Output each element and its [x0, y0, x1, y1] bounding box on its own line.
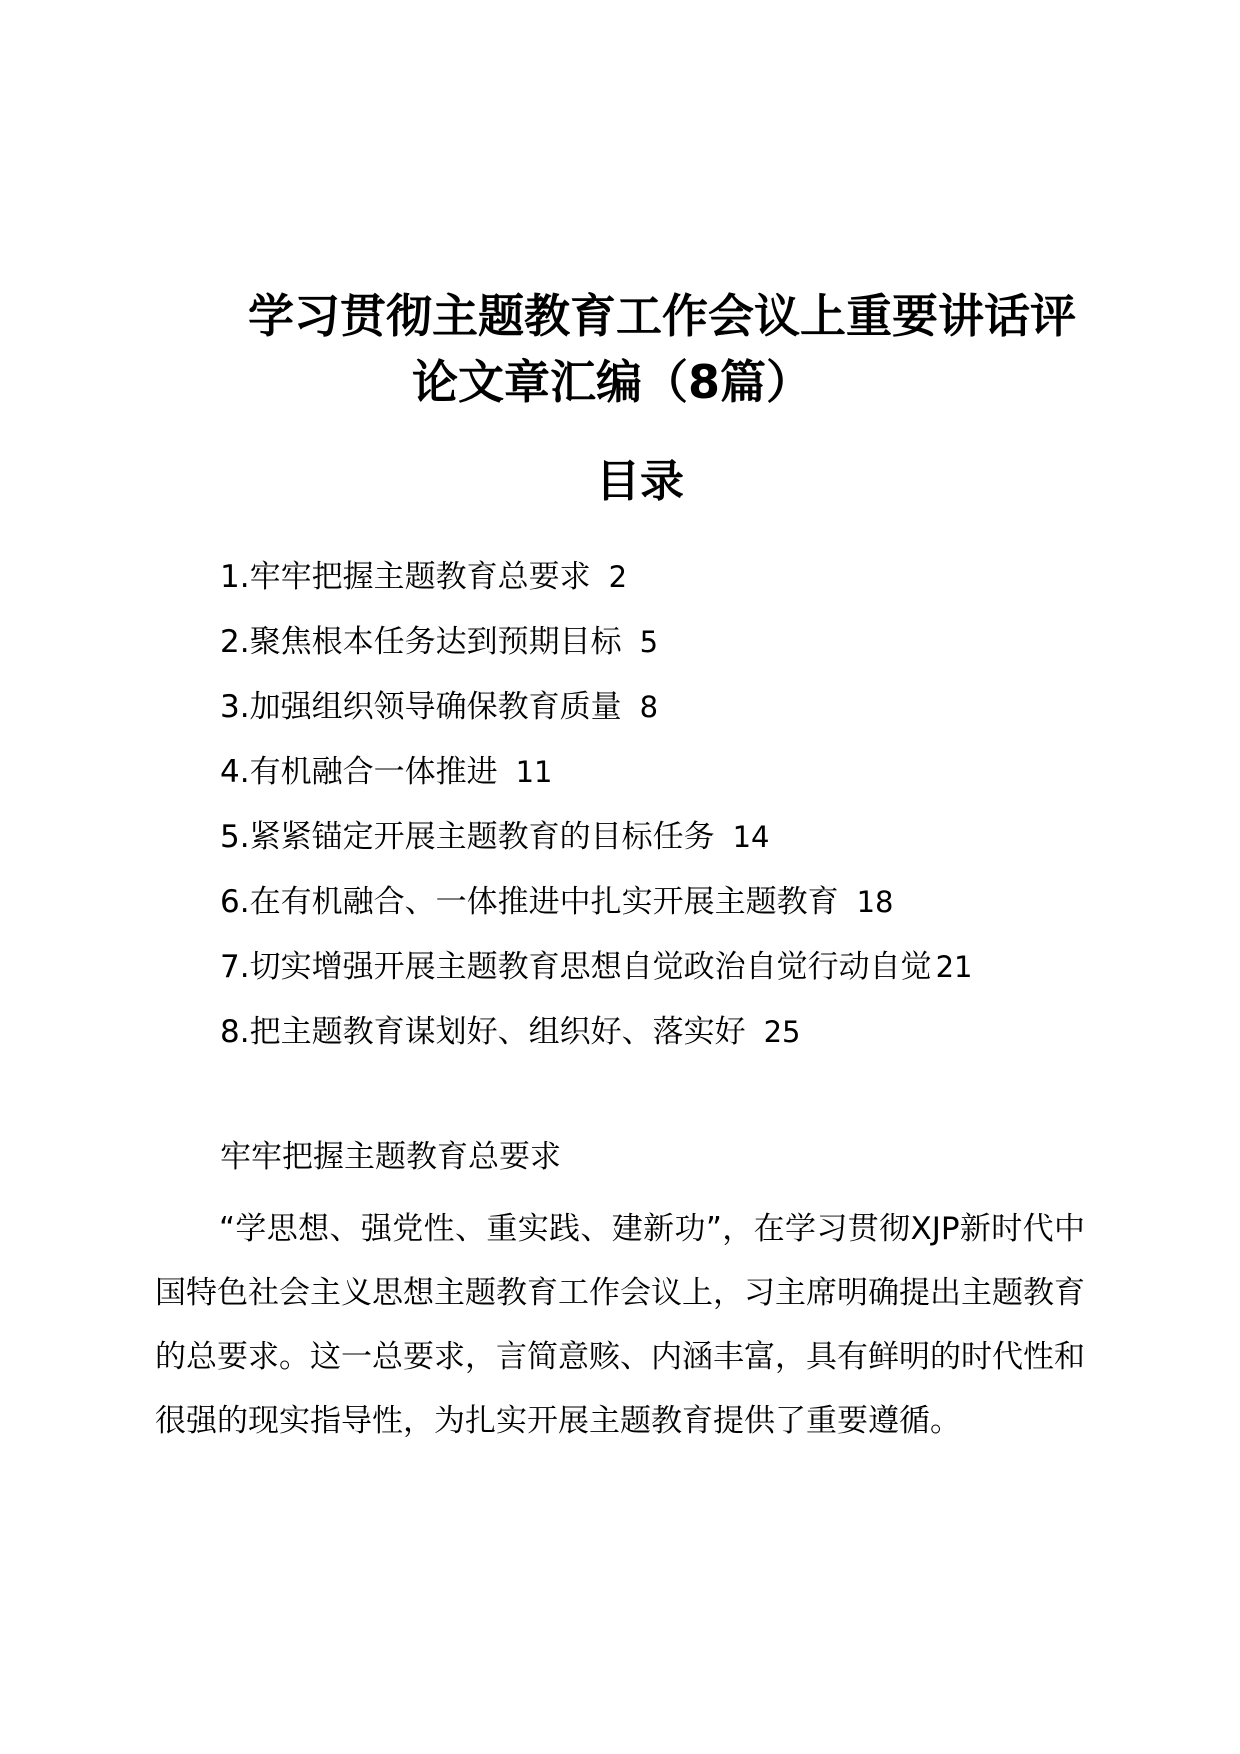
toc-item-title: 在有机融合、一体推进中扎实开展主题教育: [249, 884, 839, 920]
toc-item-page: 11: [515, 755, 553, 789]
toc-item-number: 3.: [220, 689, 250, 725]
toc-item-number: 2.: [220, 624, 250, 660]
toc-item-8: [220, 1008, 1120, 1073]
body-paragraph: “学思想、强党性、重实践、建新功”，在学习贯彻XJP新时代中国特色社会主义思想主题教育工作会议上，习主席明确提出主题教育的总要求。这一总要求，言简意赅、内涵丰富，具有鲜明的时代性和很强的现实指导性，为扎实开展主题教育提供了重要遵循。: [155, 1211, 1085, 1439]
toc-item-6: [220, 878, 1120, 943]
toc-item-page: 18: [856, 885, 894, 919]
toc-item-7: [220, 943, 1120, 1008]
section-heading: 牢牢把握主题教育总要求: [220, 1139, 561, 1175]
toc-item-title: 把主题教育谋划好、组织好、落实好: [249, 1014, 746, 1050]
toc-item-number: 5.: [220, 819, 250, 855]
document-title-line-1: 学习贯彻主题教育工作会议上重要讲话评: [248, 289, 1076, 343]
toc-item-2: [220, 618, 1120, 683]
toc-item-title: 有机融合一体推进: [249, 754, 498, 790]
toc-item-page: 2: [608, 560, 628, 594]
toc-item-3: [220, 683, 1120, 748]
toc-item-title: 聚焦根本任务达到预期目标: [249, 624, 622, 660]
document-title-line-2: 论文章汇编（8篇）: [412, 355, 813, 409]
toc-item-page: 5: [639, 625, 659, 659]
toc-item-4: [220, 748, 1120, 813]
toc-heading: 目录: [596, 456, 684, 507]
toc-item-title: 切实增强开展主题教育思想自觉政治自觉行动自觉: [249, 949, 932, 985]
document-title: [150, 283, 1150, 415]
toc-item-title: 加强组织领导确保教育质量: [249, 689, 622, 725]
toc-item-page: 21: [935, 950, 973, 984]
toc-item-page: 25: [763, 1015, 801, 1049]
toc-item-number: 4.: [220, 754, 250, 790]
toc-item-1: [220, 553, 1120, 618]
table-of-contents: [220, 553, 1120, 1073]
toc-item-title: 牢牢把握主题教育总要求: [249, 559, 591, 595]
toc-item-number: 1.: [220, 559, 250, 595]
toc-item-number: 6.: [220, 884, 250, 920]
toc-item-number: 7.: [220, 949, 250, 985]
toc-item-title: 紧紧锚定开展主题教育的目标任务: [249, 819, 715, 855]
toc-item-number: 8.: [220, 1014, 250, 1050]
toc-item-page: 14: [732, 820, 770, 854]
toc-item-5: [220, 813, 1120, 878]
toc-item-page: 8: [639, 690, 659, 724]
